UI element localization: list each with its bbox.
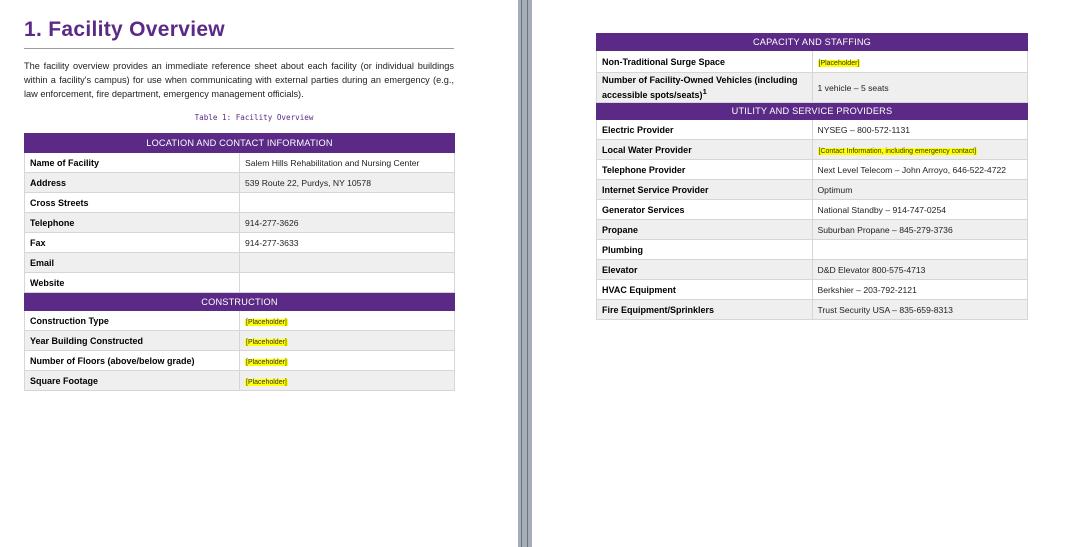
section-header-utility: UTILITY AND SERVICE PROVIDERS	[597, 103, 1028, 120]
capacity-utility-table	[596, 33, 1028, 320]
row-label: Year Building Constructed	[25, 331, 240, 351]
row-label: Elevator	[597, 260, 813, 280]
row-value[interactable]: Next Level Telecom – John Arroyo, 646-522-4722	[812, 160, 1028, 180]
row-value[interactable]: D&D Elevator 800-575-4713	[812, 260, 1028, 280]
row-label: Generator Services	[597, 200, 813, 220]
row-value[interactable]	[240, 351, 455, 371]
row-label: Name of Facility	[25, 153, 240, 173]
section-header-construction: CONSTRUCTION	[25, 293, 455, 311]
row-label: Telephone	[25, 213, 240, 233]
table-caption: Table 1: Facility Overview	[194, 113, 314, 122]
row-value[interactable]	[240, 193, 455, 213]
row-label: Propane	[597, 220, 813, 240]
row-value[interactable]	[812, 140, 1028, 160]
row-label: HVAC Equipment	[597, 280, 813, 300]
row-label: Square Footage	[25, 371, 240, 391]
row-label: Fire Equipment/Sprinklers	[597, 300, 813, 320]
row-label: Address	[25, 173, 240, 193]
placeholder-highlight: [Placeholder]	[246, 338, 287, 346]
page-gutter	[518, 0, 532, 547]
facility-overview-table	[24, 133, 455, 391]
row-value[interactable]: 539 Route 22, Purdys, NY 10578	[240, 173, 455, 193]
row-value[interactable]: 1 vehicle – 5 seats	[812, 73, 1028, 103]
row-label: Construction Type	[25, 311, 240, 331]
row-label: Telephone Provider	[597, 160, 813, 180]
row-label: Website	[25, 273, 240, 293]
row-value[interactable]: Trust Security USA – 835-659-8313	[812, 300, 1028, 320]
placeholder-highlight: [Contact Information, including emergency contact]	[818, 147, 977, 155]
row-value[interactable]	[240, 273, 455, 293]
row-value[interactable]	[240, 371, 455, 391]
row-value[interactable]: National Standby – 914-747-0254	[812, 200, 1028, 220]
row-label: Number of Floors (above/below grade)	[25, 351, 240, 371]
row-value[interactable]: Berkshier – 203-792-2121	[812, 280, 1028, 300]
row-value[interactable]	[240, 331, 455, 351]
placeholder-highlight: [Placeholder]	[246, 358, 287, 366]
row-label	[597, 73, 813, 103]
row-value[interactable]: NYSEG – 800-572-1131	[812, 120, 1028, 140]
row-label: Electric Provider	[597, 120, 813, 140]
row-value[interactable]	[240, 253, 455, 273]
row-value[interactable]: 914-277-3626	[240, 213, 455, 233]
row-label: Plumbing	[597, 240, 813, 260]
footnote-marker: 1	[702, 86, 707, 96]
row-value[interactable]: Optimum	[812, 180, 1028, 200]
page-title: 1. Facility Overview	[24, 18, 454, 49]
document-page-left	[0, 0, 518, 547]
placeholder-highlight: [Placeholder]	[818, 59, 860, 67]
row-value[interactable]: 914-277-3633	[240, 233, 455, 253]
row-label: Internet Service Provider	[597, 180, 813, 200]
row-label: Non-Traditional Surge Space	[597, 51, 813, 73]
row-value[interactable]	[812, 240, 1028, 260]
row-value[interactable]	[240, 311, 455, 331]
row-label: Email	[25, 253, 240, 273]
row-label-text: Number of Facility-Owned Vehicles (including accessible spots/seats)	[602, 74, 798, 100]
row-label: Local Water Provider	[597, 140, 813, 160]
row-value[interactable]: Salem Hills Rehabilitation and Nursing Center	[240, 153, 455, 173]
placeholder-highlight: [Placeholder]	[246, 378, 287, 386]
placeholder-highlight: [Placeholder]	[246, 318, 287, 326]
row-label: Cross Streets	[25, 193, 240, 213]
intro-paragraph: The facility overview provides an immediate reference sheet about each facility (or individual buildings within a facility's campus) for use when communicating with external parties during an emergency (e.g., law enforcement, fire department, emergency management officials).	[24, 61, 454, 99]
row-label: Fax	[25, 233, 240, 253]
section-header-capacity: CAPACITY AND STAFFING	[597, 34, 1028, 51]
row-value[interactable]	[812, 51, 1028, 73]
section-header-location: LOCATION AND CONTACT INFORMATION	[25, 134, 455, 153]
row-value[interactable]: Suburban Propane – 845-279-3736	[812, 220, 1028, 240]
